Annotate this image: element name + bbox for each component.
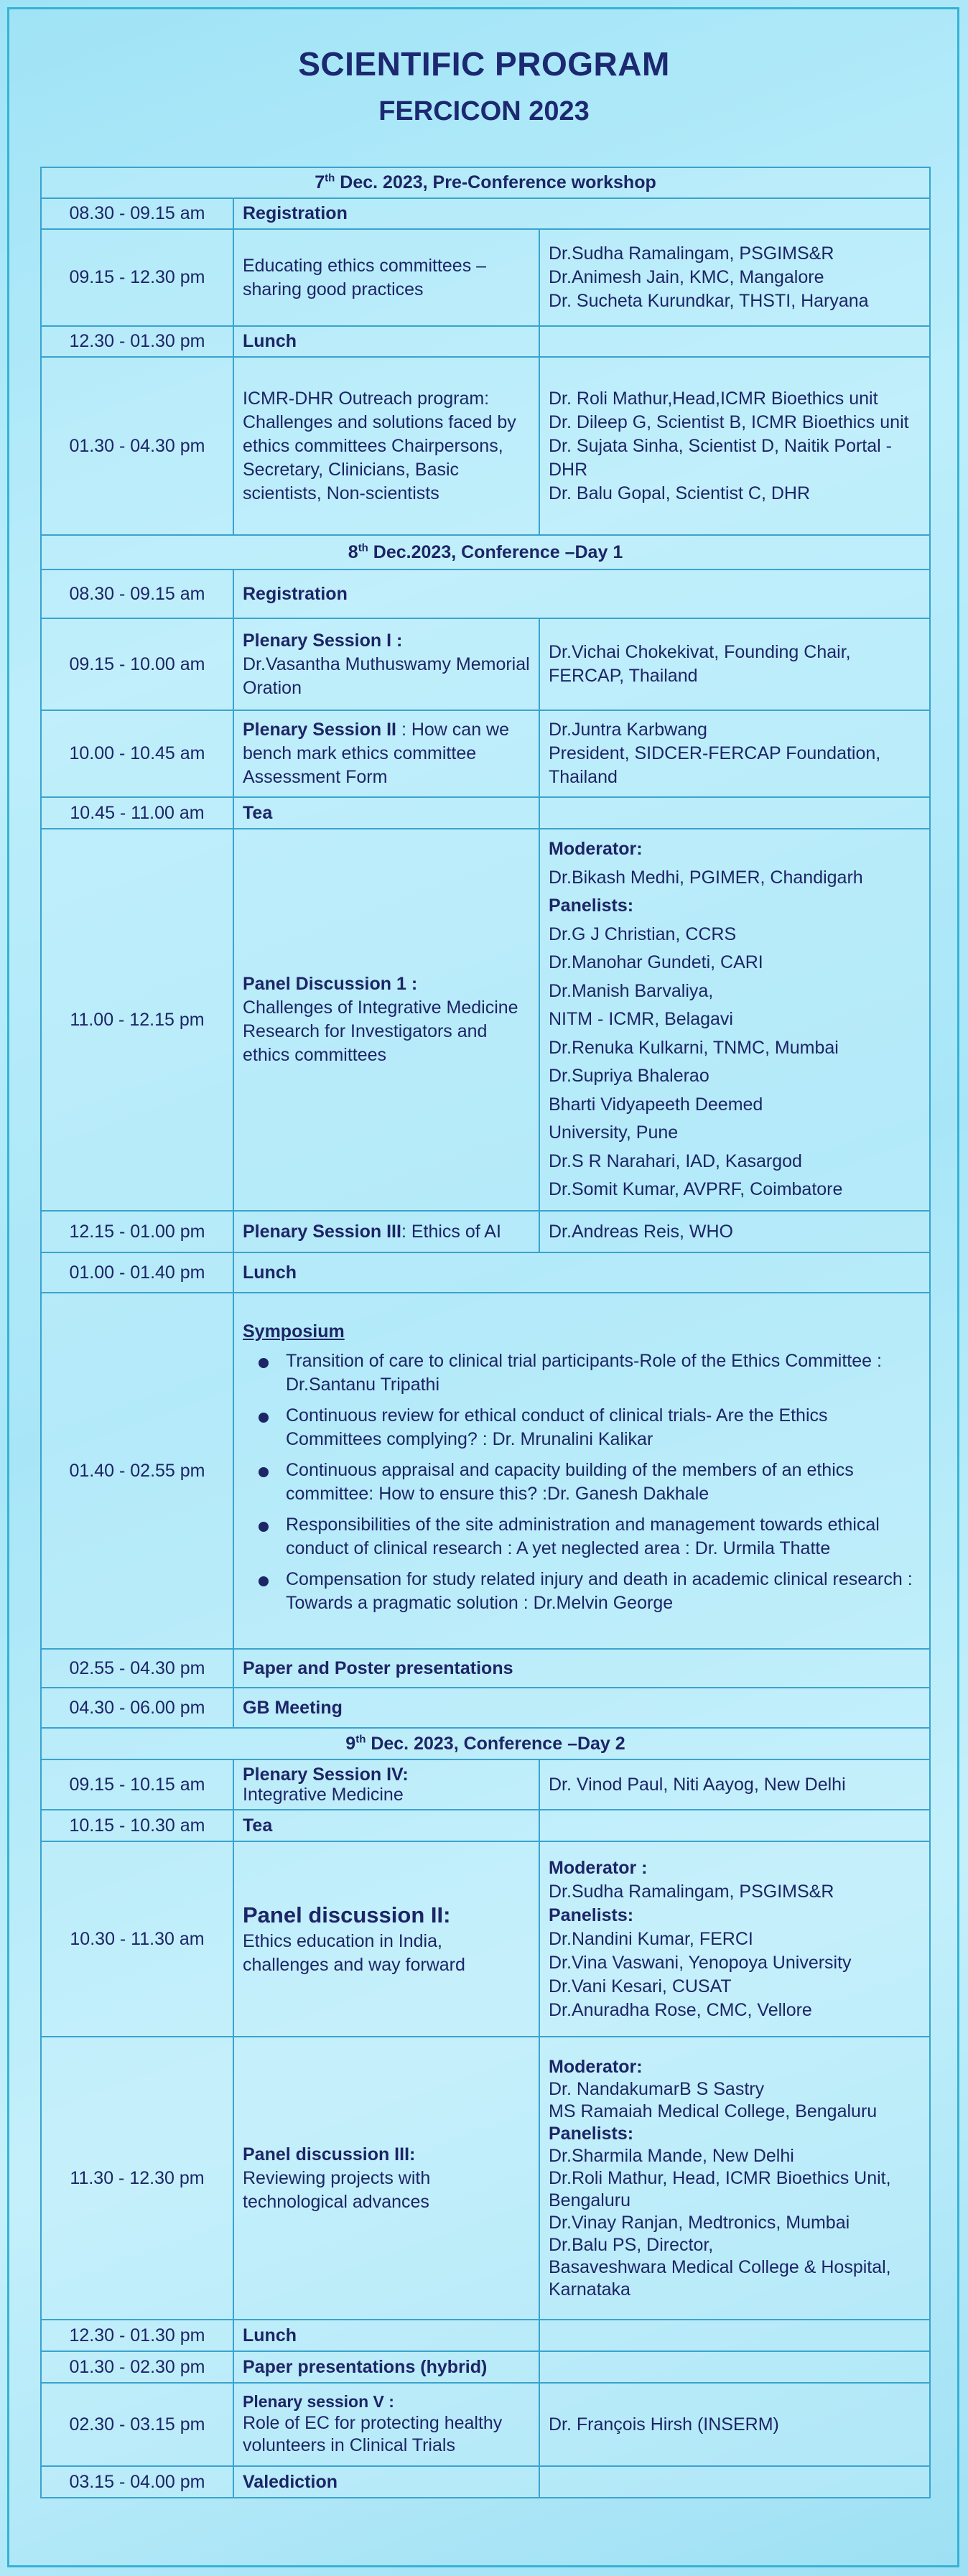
list-item: Continuous review for ethical conduct of clinical trials- Are the Ethics Committees complying? : Dr. Mrunalini Kalikar <box>286 1404 921 1451</box>
time-cell: 10.45 - 11.00 am <box>41 797 233 829</box>
session-cell: Paper presentations (hybrid) <box>233 2351 539 2383</box>
panelist: Dr.Nandini Kumar, FERCI <box>549 1928 753 1949</box>
session-title: Ethics education in India, challenges and way forward <box>243 1931 465 1976</box>
table-row <box>41 1759 930 1810</box>
list-item: Transition of care to clinical trial participants-Role of the Ethics Committee : Dr.Santanu Tripathi <box>286 1349 921 1397</box>
session-title: Reviewing projects with technological advances <box>243 2167 431 2212</box>
panelist: Bharti Vidyapeeth Deemed <box>549 1094 763 1115</box>
time-cell: 08.30 - 09.15 am <box>41 569 233 618</box>
session-title: : Ethics of AI <box>401 1221 501 1242</box>
panelist: Dr.Roli Mathur, Head, ICMR Bioethics Unit, Bengaluru <box>549 2167 891 2210</box>
table-row <box>41 1252 930 1293</box>
speakers-cell <box>539 829 930 1211</box>
table-row <box>41 2383 930 2466</box>
panelist: Dr.Manohar Gundeti, CARI <box>549 952 763 973</box>
table-row <box>41 710 930 797</box>
panelists-label: Panelists: <box>549 1905 634 1925</box>
session-cell: Paper and Poster presentations <box>233 1649 930 1688</box>
time-cell: 09.15 - 10.00 am <box>41 618 233 710</box>
panelist: Dr.Vina Vaswani, Yenopoya University <box>549 1952 852 1973</box>
panelist: Dr.Renuka Kulkarni, TNMC, Mumbai <box>549 1037 839 1058</box>
table-row <box>41 1293 930 1649</box>
speakers-cell: Dr. Vinod Paul, Niti Aayog, New Delhi <box>539 1759 930 1810</box>
speaker: President, SIDCER-FERCAP Foundation, Thailand <box>549 743 881 787</box>
session-label: Plenary Session I : <box>243 630 403 651</box>
table-row <box>41 1688 930 1728</box>
speakers-cell <box>539 229 930 326</box>
speakers-cell: Dr. François Hirsh (INSERM) <box>539 2383 930 2466</box>
session-title: Role of EC for protecting healthy volunteers in Clinical Trials <box>243 2413 503 2456</box>
table-row <box>41 1211 930 1252</box>
page-subtitle: FERCICON 2023 <box>378 96 590 126</box>
table-row <box>41 1810 930 1841</box>
panelist: Dr.Balu PS, Director, <box>549 2234 714 2255</box>
session-cell: Lunch <box>233 326 539 357</box>
time-cell: 12.15 - 01.00 pm <box>41 1211 233 1252</box>
speakers-cell <box>539 710 930 797</box>
table-row <box>41 1649 930 1688</box>
speakers-cell <box>539 1841 930 2037</box>
time-cell: 12.30 - 01.30 pm <box>41 2320 233 2351</box>
moderator: MS Ramaiah Medical College, Bengaluru <box>549 2101 878 2121</box>
session-cell <box>233 2037 539 2320</box>
panelist: Dr.S R Narahari, IAD, Kasargod <box>549 1150 802 1171</box>
table-row <box>41 2351 930 2383</box>
time-cell: 04.30 - 06.00 pm <box>41 1688 233 1728</box>
table-row <box>41 2037 930 2320</box>
session-cell: ICMR-DHR Outreach program: Challenges and solutions faced by ethics committees Chairpersons, Secretary, Clinicians, Basic scientists, Non-scientists <box>233 357 539 535</box>
session-label: Plenary Session IV: <box>243 1764 409 1785</box>
session-cell <box>233 829 539 1211</box>
session-label: Panel Discussion 1 : <box>243 974 418 994</box>
time-cell: 03.15 - 04.00 pm <box>41 2466 233 2498</box>
day-header-row <box>41 1728 930 1759</box>
session-cell: Valediction <box>233 2466 539 2498</box>
program-table <box>40 167 931 2498</box>
day2-heading: 9th Dec. 2023, Conference –Day 2 <box>41 1728 930 1759</box>
table-row <box>41 2466 930 2498</box>
session-title: Integrative Medicine <box>243 1785 404 1805</box>
session-cell <box>233 1211 539 1252</box>
speaker: Dr.Animesh Jain, KMC, Mangalore <box>549 267 824 287</box>
session-cell: Tea <box>233 797 539 829</box>
symposium-cell <box>233 1293 930 1649</box>
session-cell: Registration <box>233 569 930 618</box>
moderator: Dr. NandakumarB S Sastry <box>549 2078 765 2099</box>
session-label: Plenary Session II <box>243 720 396 740</box>
time-cell: 01.30 - 02.30 pm <box>41 2351 233 2383</box>
time-cell: 10.15 - 10.30 am <box>41 1810 233 1841</box>
time-cell: 01.30 - 04.30 pm <box>41 357 233 535</box>
moderator-label: Moderator: <box>549 2056 643 2077</box>
speaker: Dr.Sudha Ramalingam, PSGIMS&R <box>549 243 834 264</box>
table-row <box>41 618 930 710</box>
time-cell: 09.15 - 10.15 am <box>41 1759 233 1810</box>
table-row <box>41 797 930 829</box>
moderator-label: Moderator : <box>549 1857 648 1878</box>
session-title: Dr.Vasantha Muthuswamy Memorial Oration <box>243 654 530 698</box>
table-row <box>41 2320 930 2351</box>
session-title: : How can we bench mark ethics committee Assessment Form <box>243 720 510 787</box>
panelist: Dr.G J Christian, CCRS <box>549 924 737 944</box>
table-row <box>41 569 930 618</box>
time-cell: 02.30 - 03.15 pm <box>41 2383 233 2466</box>
session-cell: Lunch <box>233 2320 539 2351</box>
time-cell: 01.00 - 01.40 pm <box>41 1252 233 1293</box>
list-item: Continuous appraisal and capacity building of the members of an ethics committee: How to ensure this? :Dr. Ganesh Dakhale <box>286 1459 921 1506</box>
session-cell <box>233 618 539 710</box>
session-cell: Tea <box>233 1810 539 1841</box>
speakers-cell <box>539 797 930 829</box>
symposium-list <box>243 1349 921 1615</box>
moderator: Dr.Sudha Ramalingam, PSGIMS&R <box>549 1881 834 1902</box>
time-cell: 11.30 - 12.30 pm <box>41 2037 233 2320</box>
time-cell: 02.55 - 04.30 pm <box>41 1649 233 1688</box>
speakers-cell <box>539 2037 930 2320</box>
session-label: Panel discussion III: <box>243 2144 416 2165</box>
time-cell: 11.00 - 12.15 pm <box>41 829 233 1211</box>
session-cell: Lunch <box>233 1252 930 1293</box>
speakers-cell <box>539 326 930 357</box>
speaker: Dr. Dileep G, Scientist B, ICMR Bioethics unit <box>549 411 909 432</box>
panelist: NITM - ICMR, Belagavi <box>549 1009 733 1030</box>
day0-heading: 7th Dec. 2023, Pre-Conference workshop <box>41 167 930 198</box>
page-title: SCIENTIFIC PROGRAM <box>298 45 670 83</box>
session-title: Challenges of Integrative Medicine Research for Investigators and ethics committees <box>243 998 518 1065</box>
panelist: Dr.Supriya Bhalerao <box>549 1066 709 1087</box>
speakers-cell <box>539 357 930 535</box>
speakers-cell <box>539 2466 930 2498</box>
speakers-cell <box>539 2320 930 2351</box>
table-row <box>41 326 930 357</box>
panelists-label: Panelists: <box>549 896 634 916</box>
speakers-cell <box>539 1810 930 1841</box>
table-row <box>41 229 930 326</box>
time-cell: 12.30 - 01.30 pm <box>41 326 233 357</box>
session-cell: GB Meeting <box>233 1688 930 1728</box>
list-item: Responsibilities of the site administration and management towards ethical conduct of clinical research : A yet neglected area : Dr. Urmila Thatte <box>286 1513 921 1561</box>
panelist: Basaveshwara Medical College & Hospital, Karnataka <box>549 2256 891 2300</box>
panelist: Dr.Anuradha Rose, CMC, Vellore <box>549 1999 812 2020</box>
day-header-row <box>41 167 930 198</box>
panelist: Dr.Manish Barvaliya, <box>549 980 714 1001</box>
speakers-cell: Dr.Andreas Reis, WHO <box>539 1211 930 1252</box>
table-row <box>41 829 930 1211</box>
panelist: Dr.Somit Kumar, AVPRF, Coimbatore <box>549 1179 843 1200</box>
list-item: Compensation for study related injury and death in academic clinical research : Towards a pragmatic solution : Dr.Melvin George <box>286 1568 921 1615</box>
moderator-label: Moderator: <box>549 839 643 860</box>
session-cell <box>233 1841 539 2037</box>
panelist: University, Pune <box>549 1122 679 1143</box>
time-cell: 09.15 - 12.30 pm <box>41 229 233 326</box>
panelist: Dr.Sharmila Mande, New Delhi <box>549 2145 794 2166</box>
session-cell: Registration <box>233 198 930 229</box>
speaker: Dr. Sujata Sinha, Scientist D, Naitik Portal - DHR <box>549 435 892 480</box>
speaker: Dr. Roli Mathur,Head,ICMR Bioethics unit <box>549 388 878 409</box>
session-cell <box>233 2383 539 2466</box>
speaker: Dr.Juntra Karbwang <box>549 720 707 740</box>
session-cell <box>233 1759 539 1810</box>
panelist: Dr.Vani Kesari, CUSAT <box>549 1976 732 1996</box>
time-cell: 10.00 - 10.45 am <box>41 710 233 797</box>
panelist: Dr.Vinay Ranjan, Medtronics, Mumbai <box>549 2212 850 2233</box>
time-cell: 08.30 - 09.15 am <box>41 198 233 229</box>
session-label: Plenary session V : <box>243 2392 394 2412</box>
panelists-label: Panelists: <box>549 2123 634 2144</box>
day1-heading: 8th Dec.2023, Conference –Day 1 <box>41 535 930 569</box>
table-row <box>41 198 930 229</box>
time-cell: 01.40 - 02.55 pm <box>41 1293 233 1649</box>
session-label: Panel discussion II: <box>243 1902 451 1928</box>
time-cell: 10.30 - 11.30 am <box>41 1841 233 2037</box>
speakers-cell: Dr.Vichai Chokekivat, Founding Chair, FERCAP, Thailand <box>539 618 930 710</box>
symposium-label: Symposium <box>243 1321 345 1342</box>
table-row <box>41 1841 930 2037</box>
speaker: Dr. Sucheta Kurundkar, THSTI, Haryana <box>549 291 869 311</box>
session-label: Plenary Session III <box>243 1221 401 1242</box>
speaker: Dr. Balu Gopal, Scientist C, DHR <box>549 483 811 503</box>
session-cell <box>233 710 539 797</box>
moderator: Dr.Bikash Medhi, PGIMER, Chandigarh <box>549 867 863 888</box>
table-row <box>41 357 930 535</box>
speakers-cell <box>539 2351 930 2383</box>
day-header-row <box>41 535 930 569</box>
session-cell: Educating ethics committees – sharing good practices <box>233 229 539 326</box>
